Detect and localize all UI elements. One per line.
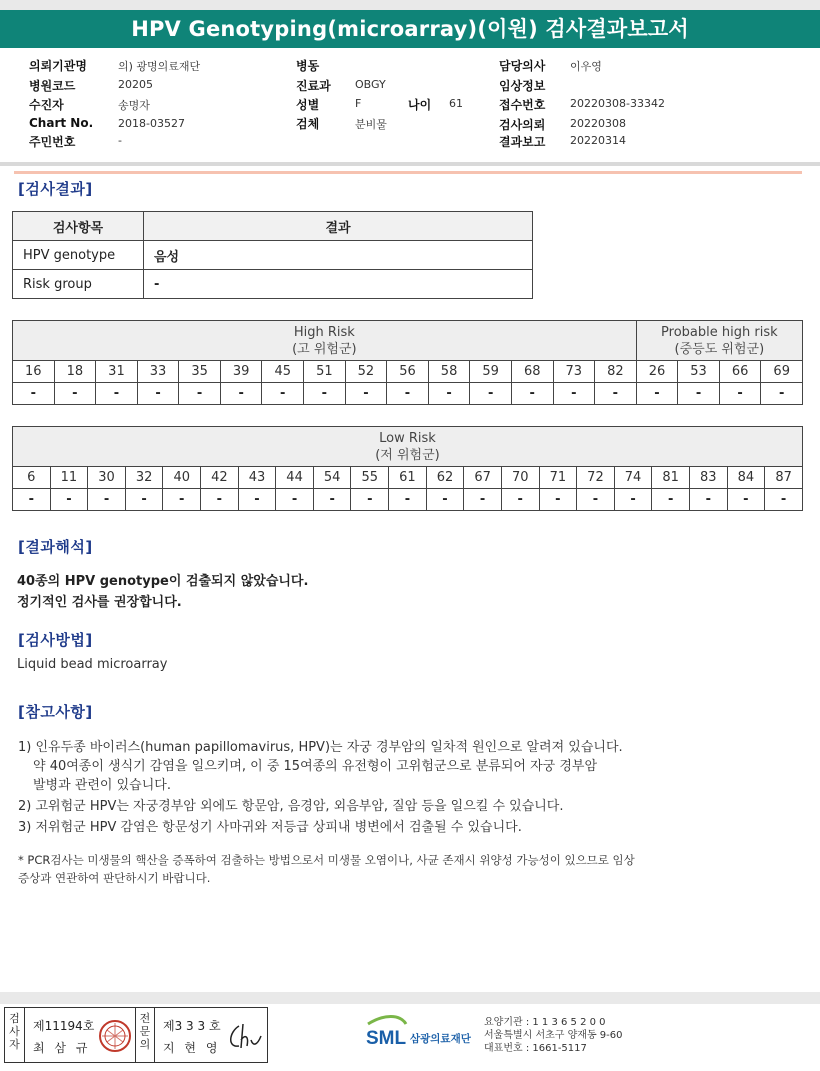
org-contact	[484, 1016, 623, 1055]
signature-box	[4, 1007, 268, 1063]
genotype-number: 53	[678, 361, 720, 383]
genotype-number: 62	[426, 467, 464, 489]
genotype-result: -	[464, 489, 502, 511]
genotype-number: 55	[351, 467, 389, 489]
genotype-result-row	[13, 489, 803, 511]
genotype-number: 70	[501, 467, 539, 489]
report-title: HPV Genotyping(microarray)(이원) 검사결과보고서	[0, 10, 820, 48]
genotype-number: 44	[276, 467, 314, 489]
genotype-number: 67	[464, 467, 502, 489]
info-value: 분비물	[355, 118, 387, 131]
genotype-result: -	[761, 383, 803, 405]
footer-divider	[0, 992, 820, 1004]
info-label: 의뢰기관명	[29, 59, 87, 73]
info-value: 20220308	[570, 117, 626, 130]
genotype-number: 51	[304, 361, 346, 383]
genotype-result: -	[614, 489, 652, 511]
genotype-number: 68	[511, 361, 553, 383]
note-line: 약 40여종이 생식기 감염을 일으키며, 이 중 15여종의 유전형이 고위험군으로 분류되어 자궁 경부암	[33, 759, 598, 774]
result-value: -	[144, 270, 533, 299]
genotype-result: -	[719, 383, 761, 405]
institution-code: 요양기관 : 1 1 3 6 5 2 0 0	[484, 1017, 606, 1028]
accent-divider	[14, 171, 802, 174]
genotype-number: 56	[387, 361, 429, 383]
genotype-result: -	[351, 489, 389, 511]
footnote-line: * PCR검사는 미생물의 핵산을 증폭하여 검출하는 방법으로서 미생물 오염이나, 사균 존재시 위양성 가능성이 있으므로 임상	[18, 853, 635, 867]
genotype-result: -	[220, 383, 262, 405]
org-name: 삼광의료재단	[410, 1033, 471, 1045]
genotype-number: 87	[765, 467, 803, 489]
result-item: HPV genotype	[13, 241, 144, 270]
genotype-result: -	[163, 489, 201, 511]
genotype-result: -	[13, 489, 51, 511]
top-band	[0, 0, 820, 10]
genotype-number: 42	[201, 467, 239, 489]
genotype-number: 26	[636, 361, 678, 383]
table-row	[13, 241, 533, 270]
low-risk-subtitle: (저 위험군)	[375, 447, 440, 463]
genotype-number: 16	[13, 361, 55, 383]
genotype-number: 81	[652, 467, 690, 489]
sml-logo	[364, 1014, 484, 1054]
genotype-result: -	[652, 489, 690, 511]
note-line: 발병과 관련이 있습니다.	[33, 778, 171, 793]
genotype-number: 72	[577, 467, 615, 489]
genotype-result: -	[179, 383, 221, 405]
info-value: -	[118, 134, 122, 147]
probable-high-risk-title: Probable high risk	[661, 324, 778, 340]
note-line: 3) 저위험군 HPV 감염은 항문성기 사마귀와 저등급 상피내 병변에서 검출될 수 있습니다.	[18, 820, 522, 835]
genotype-number: 52	[345, 361, 387, 383]
info-label: Chart No.	[29, 116, 94, 130]
info-label: 검사의뢰	[499, 118, 546, 132]
genotype-number: 69	[761, 361, 803, 383]
section-title-notes: [참고사항]	[18, 703, 93, 721]
genotype-result: -	[553, 383, 595, 405]
info-label: 임상정보	[499, 79, 546, 93]
genotype-result: -	[13, 383, 55, 405]
result-item: Risk group	[13, 270, 144, 299]
note-line: 2) 고위험군 HPV는 자궁경부암 외에도 항문암, 음경암, 외음부암, 질암 등을 일으킬 수 있습니다.	[18, 799, 564, 814]
interpretation-bold: HPV genotype	[64, 574, 169, 589]
genotype-result: -	[428, 383, 470, 405]
info-value: F	[355, 97, 362, 110]
info-value: 20205	[118, 78, 153, 91]
info-label: 검체	[296, 117, 320, 131]
probable-high-risk-subtitle: (중등도 위험군)	[674, 341, 765, 357]
result-value: 음성	[144, 241, 533, 270]
interpretation-line-2: 정기적인 검사를 권장합니다.	[17, 595, 182, 610]
note-line: 1) 인유두종 바이러스(human papillomavirus, HPV)는 자궁 경부암의 일차적 원인으로 알려져 있습니다.	[18, 740, 623, 755]
info-label: 병동	[296, 59, 320, 73]
genotype-result: -	[125, 489, 163, 511]
genotype-result: -	[765, 489, 803, 511]
genotype-result: -	[137, 383, 179, 405]
high-risk-subtitle: (고 위험군)	[292, 341, 357, 357]
genotype-result: -	[539, 489, 577, 511]
genotype-result-row	[13, 383, 803, 405]
genotype-result: -	[313, 489, 351, 511]
genotype-number: 74	[614, 467, 652, 489]
probable-high-risk-header	[636, 321, 802, 361]
genotype-number: 39	[220, 361, 262, 383]
interpretation-text: 이 검출되지 않았습니다.	[168, 574, 309, 589]
genotype-result: -	[470, 383, 512, 405]
genotype-result: -	[54, 383, 96, 405]
low-risk-title: Low Risk	[379, 430, 436, 446]
signature-icon	[225, 1018, 265, 1054]
genotype-result: -	[276, 489, 314, 511]
divider	[0, 162, 820, 166]
genotype-result: -	[304, 383, 346, 405]
patient-info	[0, 48, 820, 164]
address: 서울특별시 서초구 양재동 9-60	[484, 1030, 623, 1041]
genotype-result: -	[678, 383, 720, 405]
genotype-number: 71	[539, 467, 577, 489]
verifier-label: 전문의	[135, 1008, 155, 1062]
genotype-number: 40	[163, 467, 201, 489]
info-label: 병원코드	[29, 79, 76, 93]
info-value: 61	[449, 97, 463, 110]
info-label: 성별	[296, 98, 320, 112]
genotype-number-row	[13, 361, 803, 383]
logo-text: SML	[366, 1028, 407, 1049]
method-text: Liquid bead microarray	[17, 657, 168, 672]
genotype-number: 59	[470, 361, 512, 383]
high-risk-header	[13, 321, 637, 361]
genotype-number: 73	[553, 361, 595, 383]
genotype-number: 31	[96, 361, 138, 383]
section-title-interpretation: [결과해석]	[18, 538, 93, 556]
high-risk-genotype-table	[12, 320, 803, 405]
interpretation-text: 40종의	[17, 574, 65, 589]
genotype-number: 45	[262, 361, 304, 383]
genotype-result: -	[389, 489, 427, 511]
info-label: 결과보고	[499, 135, 546, 149]
genotype-number: 33	[137, 361, 179, 383]
low-risk-header	[13, 427, 803, 467]
genotype-result: -	[50, 489, 88, 511]
genotype-number: 58	[428, 361, 470, 383]
genotype-result: -	[96, 383, 138, 405]
genotype-result: -	[201, 489, 239, 511]
verifier-number: 제3 3 3 호	[163, 1019, 221, 1033]
genotype-result: -	[262, 383, 304, 405]
genotype-result: -	[88, 489, 126, 511]
footnote-line: 증상과 연관하여 판단하시기 바랍니다.	[18, 871, 211, 885]
genotype-result: -	[238, 489, 276, 511]
high-risk-title: High Risk	[293, 324, 355, 340]
genotype-number: 18	[54, 361, 96, 383]
genotype-result: -	[595, 383, 637, 405]
genotype-number: 6	[13, 467, 51, 489]
info-value: 20220314	[570, 134, 626, 147]
genotype-number: 61	[389, 467, 427, 489]
phone: 대표번호 : 1661-5117	[484, 1043, 587, 1054]
sml-logo-mark	[364, 1014, 484, 1050]
genotype-number: 11	[50, 467, 88, 489]
info-label: 나이	[408, 98, 432, 112]
genotype-number-row	[13, 467, 803, 489]
inspector-name: 최 삼 규	[33, 1041, 91, 1055]
inspector-label: 검사자	[5, 1008, 25, 1062]
inspector-number: 제11194호	[33, 1019, 95, 1033]
genotype-number: 83	[689, 467, 727, 489]
genotype-number: 30	[88, 467, 126, 489]
info-label: 접수번호	[499, 98, 546, 112]
verifier-name: 지 현 영	[163, 1041, 221, 1055]
column-header: 결과	[144, 212, 533, 241]
genotype-result: -	[577, 489, 615, 511]
genotype-result: -	[689, 489, 727, 511]
genotype-number: 43	[238, 467, 276, 489]
genotype-number: 32	[125, 467, 163, 489]
genotype-number: 54	[313, 467, 351, 489]
info-label: 담당의사	[499, 59, 546, 73]
column-header: 검사항목	[13, 212, 144, 241]
genotype-number: 84	[727, 467, 765, 489]
genotype-result: -	[636, 383, 678, 405]
info-value: 의) 광명의료재단	[118, 60, 201, 73]
info-value: OBGY	[355, 78, 386, 91]
result-table	[12, 211, 533, 299]
genotype-number: 66	[719, 361, 761, 383]
genotype-result: -	[345, 383, 387, 405]
genotype-result: -	[727, 489, 765, 511]
low-risk-genotype-table	[12, 426, 803, 511]
info-label: 수진자	[29, 98, 64, 112]
genotype-result: -	[387, 383, 429, 405]
info-value: 20220308-33342	[570, 97, 665, 110]
section-title-method: [검사방법]	[18, 631, 93, 649]
genotype-result: -	[426, 489, 464, 511]
info-value: 이우영	[570, 60, 602, 73]
genotype-result: -	[511, 383, 553, 405]
genotype-result: -	[501, 489, 539, 511]
genotype-number: 82	[595, 361, 637, 383]
table-header-row	[13, 212, 533, 241]
seal-stamp-icon	[97, 1018, 133, 1054]
interpretation-line-1	[17, 570, 308, 589]
info-label: 진료과	[296, 79, 331, 93]
info-value: 2018-03527	[118, 117, 185, 130]
section-title-result: [검사결과]	[18, 180, 93, 198]
info-label: 주민번호	[29, 135, 76, 149]
genotype-number: 35	[179, 361, 221, 383]
info-value: 송명자	[118, 99, 150, 112]
table-row	[13, 270, 533, 299]
